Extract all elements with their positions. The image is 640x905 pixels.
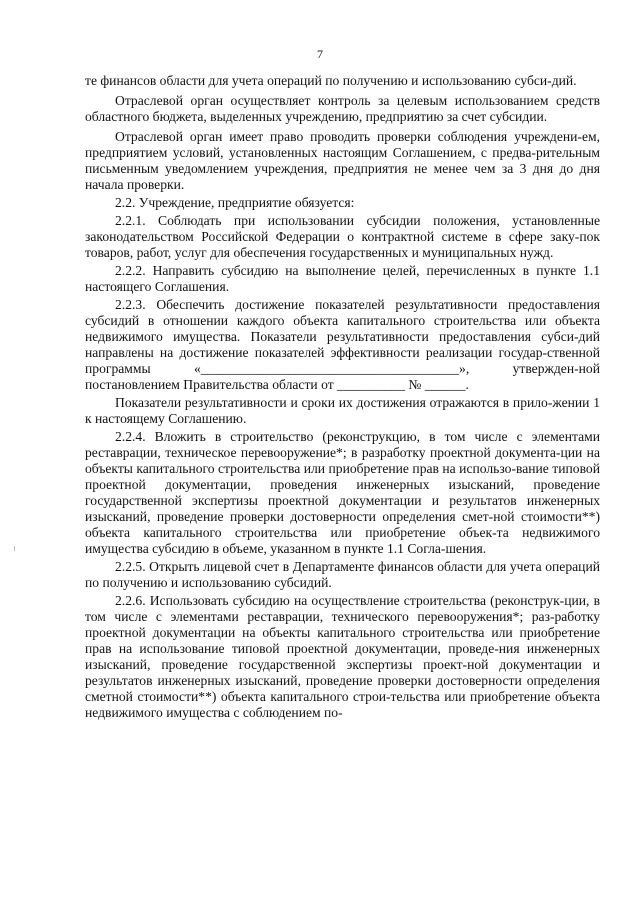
- paragraph-2-2-2: 2.2.2. Направить субсидию на выполнение целей, перечисленных в пункте 1.1 настоящего Соглашения.: [85, 263, 600, 294]
- document-body: [85, 73, 600, 723]
- margin-mark: [14, 546, 15, 551]
- paragraph-2-2-5: 2.2.5. Открыть лицевой счет в Департаменте финансов области для учета операций по получению и использованию субсидий.: [85, 559, 600, 590]
- paragraph-2-2-3: 2.2.3. Обеспечить достижение показателей результативности предоставления субсидий в отношении каждого объекта капитального строительства или объекта недвижимого имущества. Показатели результативности предоставления субси-дий направлены на достижение показателей эффективности реализации государ-ственной программы «______________________________________», утвержден-ной постановлением Правительства области от __________ № ______.: [85, 297, 600, 392]
- paragraph-inspection-right: Отраслевой орган имеет право проводить проверки соблюдения учреждени-ем, предприятием условий, установленных настоящим Соглашением, с предва-рительным письменным уведомлением учреждения, предприятия не менее чем за 3 дня до дня начала проверки.: [85, 129, 600, 192]
- paragraph-2-2: 2.2. Учреждение, предприятие обязуется:: [115, 195, 355, 210]
- paragraph-continuation: те финансов области для учета операций по получению и использованию субси-дий.: [85, 73, 577, 88]
- paragraph-2-2-4: 2.2.4. Вложить в строительство (реконструкцию, в том числе с элементами реставрации, техническое перевооружение*; в разработку проектной документа-ции на объекты капитального строительства или приобретение прав на использо-вание типовой проектной документации, проведения инженерных изысканий, проведение государственной экспертизы проектной документации и результатов инженерных изысканий, проведение проверки достоверности определения смет-ной стоимости**) объекта капитального строительства или приобретение объек-та недвижимого имущества субсидию в объеме, указанном в пункте 1.1 Согла-шения.: [85, 429, 600, 556]
- page-number: 7: [317, 47, 323, 61]
- paragraph-indicators: Показатели результативности и сроки их достижения отражаются в прило-жении 1 к настоящему Соглашению.: [85, 395, 600, 426]
- paragraph-2-2-6: 2.2.6. Использовать субсидию на осуществление строительства (реконструк-ции, в том числе с элементами реставрации, технического перевооружения*; раз-работку проектной документации на объекты капитального строительства или приобретение прав на использование типовой проектной документации, проведе-ния инженерных изысканий, проведение государственной экспертизы проект-ной документации и результатов инженерных изысканий, проведение проверки достоверности определения сметной стоимости**) объекта капитального строи-тельства или приобретение объекта недвижимого имущества с соблюдением по-: [85, 593, 600, 720]
- paragraph-control: Отраслевой орган осуществляет контроль за целевым использованием средств областного бюджета, выделенных учреждению, предприятию за счет субсидии.: [85, 93, 600, 124]
- paragraph-2-2-1: 2.2.1. Соблюдать при использовании субсидии положения, установленные законодательством Российской Федерации о контрактной системе в сфере заку-пок товаров, работ, услуг для обеспечения государственных и муниципальных нужд.: [85, 213, 600, 260]
